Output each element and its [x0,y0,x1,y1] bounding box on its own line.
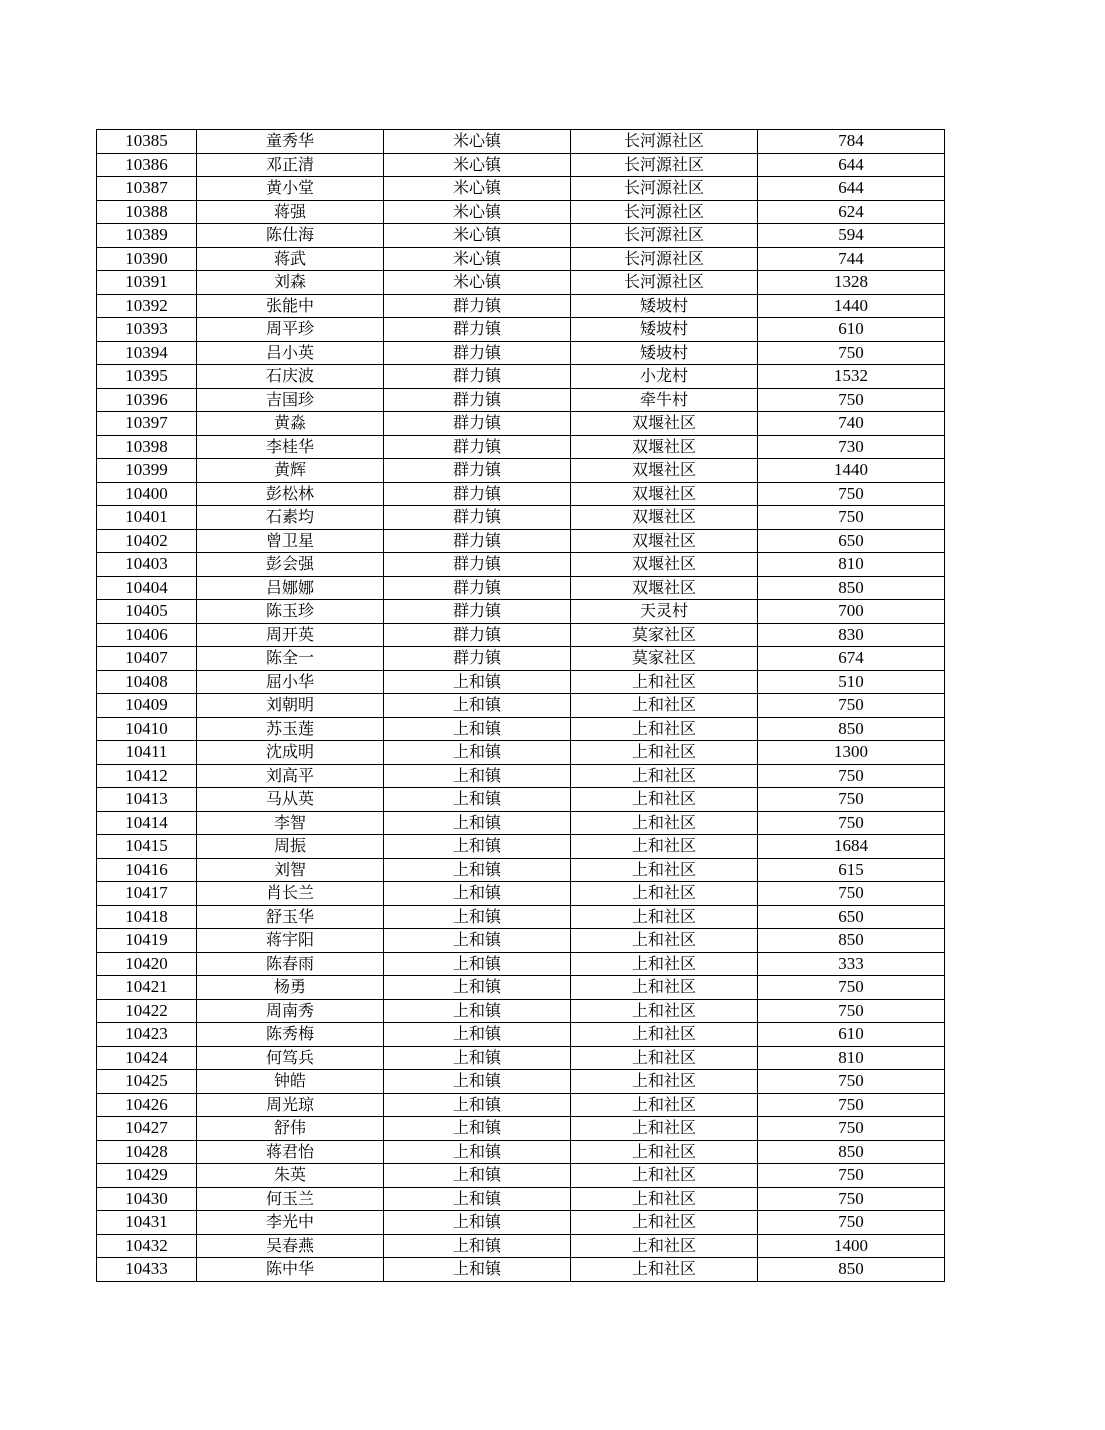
cell-name: 张能中 [197,294,384,318]
cell-town: 上和镇 [384,764,571,788]
table-row [97,788,945,812]
cell-name: 吕娜娜 [197,576,384,600]
cell-serial-number: 10408 [97,670,197,694]
cell-town: 上和镇 [384,1164,571,1188]
cell-community: 上和社区 [571,670,758,694]
cell-community: 上和社区 [571,717,758,741]
cell-community: 双堰社区 [571,506,758,530]
cell-community: 上和社区 [571,1164,758,1188]
cell-name: 刘朝明 [197,694,384,718]
table-row [97,1070,945,1094]
table-row [97,553,945,577]
table-row [97,459,945,483]
cell-serial-number: 10394 [97,341,197,365]
cell-town: 群力镇 [384,553,571,577]
cell-amount: 1532 [758,365,945,389]
cell-name: 李智 [197,811,384,835]
cell-amount: 750 [758,694,945,718]
cell-town: 上和镇 [384,1258,571,1282]
cell-town: 群力镇 [384,388,571,412]
cell-community: 双堰社区 [571,482,758,506]
cell-amount: 740 [758,412,945,436]
cell-amount: 650 [758,905,945,929]
cell-town: 米心镇 [384,200,571,224]
cell-name: 曾卫星 [197,529,384,553]
table-row [97,1234,945,1258]
data-table [96,129,945,1282]
cell-amount: 784 [758,130,945,154]
cell-serial-number: 10390 [97,247,197,271]
table-row [97,694,945,718]
cell-community: 上和社区 [571,1046,758,1070]
cell-town: 上和镇 [384,1070,571,1094]
table-row [97,835,945,859]
cell-amount: 750 [758,388,945,412]
cell-serial-number: 10431 [97,1211,197,1235]
cell-serial-number: 10399 [97,459,197,483]
cell-serial-number: 10389 [97,224,197,248]
cell-serial-number: 10412 [97,764,197,788]
cell-name: 杨勇 [197,976,384,1000]
table-row [97,999,945,1023]
cell-serial-number: 10432 [97,1234,197,1258]
table-row [97,200,945,224]
table-row [97,341,945,365]
table-row [97,741,945,765]
cell-serial-number: 10426 [97,1093,197,1117]
cell-serial-number: 10391 [97,271,197,295]
cell-town: 米心镇 [384,153,571,177]
cell-serial-number: 10397 [97,412,197,436]
cell-name: 刘高平 [197,764,384,788]
table-row [97,976,945,1000]
cell-name: 陈春雨 [197,952,384,976]
cell-town: 上和镇 [384,1211,571,1235]
cell-serial-number: 10427 [97,1117,197,1141]
cell-community: 上和社区 [571,1234,758,1258]
table-row [97,717,945,741]
cell-community: 上和社区 [571,1258,758,1282]
cell-amount: 750 [758,1164,945,1188]
table-row [97,882,945,906]
cell-serial-number: 10405 [97,600,197,624]
cell-community: 双堰社区 [571,459,758,483]
cell-name: 刘智 [197,858,384,882]
cell-town: 上和镇 [384,999,571,1023]
cell-serial-number: 10387 [97,177,197,201]
cell-serial-number: 10419 [97,929,197,953]
table-row [97,1093,945,1117]
table-row [97,1140,945,1164]
cell-amount: 750 [758,811,945,835]
cell-town: 上和镇 [384,1093,571,1117]
cell-town: 群力镇 [384,365,571,389]
cell-community: 天灵村 [571,600,758,624]
cell-community: 上和社区 [571,929,758,953]
cell-community: 双堰社区 [571,412,758,436]
cell-amount: 624 [758,200,945,224]
cell-town: 上和镇 [384,788,571,812]
table-row [97,365,945,389]
table-row [97,1164,945,1188]
cell-community: 上和社区 [571,741,758,765]
cell-town: 米心镇 [384,224,571,248]
cell-name: 苏玉莲 [197,717,384,741]
cell-name: 屈小华 [197,670,384,694]
cell-name: 周开英 [197,623,384,647]
cell-name: 肖长兰 [197,882,384,906]
cell-town: 群力镇 [384,529,571,553]
cell-name: 刘森 [197,271,384,295]
cell-community: 上和社区 [571,905,758,929]
cell-serial-number: 10386 [97,153,197,177]
table-row [97,435,945,459]
cell-amount: 615 [758,858,945,882]
cell-amount: 750 [758,788,945,812]
table-row [97,1211,945,1235]
cell-serial-number: 10424 [97,1046,197,1070]
cell-town: 上和镇 [384,1140,571,1164]
cell-town: 群力镇 [384,294,571,318]
cell-community: 长河源社区 [571,247,758,271]
cell-amount: 644 [758,153,945,177]
cell-amount: 750 [758,506,945,530]
cell-serial-number: 10415 [97,835,197,859]
table-row [97,1046,945,1070]
table-row [97,482,945,506]
cell-amount: 1440 [758,294,945,318]
cell-amount: 850 [758,717,945,741]
table-row [97,647,945,671]
cell-town: 上和镇 [384,929,571,953]
cell-amount: 1440 [758,459,945,483]
cell-name: 周南秀 [197,999,384,1023]
table-row [97,929,945,953]
cell-name: 吕小英 [197,341,384,365]
cell-serial-number: 10416 [97,858,197,882]
cell-community: 上和社区 [571,1140,758,1164]
table-row [97,130,945,154]
cell-community: 双堰社区 [571,435,758,459]
cell-serial-number: 10393 [97,318,197,342]
cell-name: 吴春燕 [197,1234,384,1258]
cell-town: 米心镇 [384,271,571,295]
cell-serial-number: 10428 [97,1140,197,1164]
cell-community: 莫家社区 [571,647,758,671]
cell-community: 上和社区 [571,1070,758,1094]
cell-serial-number: 10400 [97,482,197,506]
cell-name: 何玉兰 [197,1187,384,1211]
cell-amount: 750 [758,882,945,906]
cell-community: 上和社区 [571,1117,758,1141]
cell-amount: 750 [758,764,945,788]
table-row [97,1258,945,1282]
cell-town: 群力镇 [384,506,571,530]
cell-amount: 750 [758,976,945,1000]
cell-amount: 610 [758,1023,945,1047]
cell-community: 小龙村 [571,365,758,389]
table-row [97,177,945,201]
cell-amount: 510 [758,670,945,694]
table-body [97,130,945,1282]
cell-town: 群力镇 [384,412,571,436]
cell-town: 群力镇 [384,482,571,506]
cell-town: 群力镇 [384,459,571,483]
cell-serial-number: 10395 [97,365,197,389]
cell-name: 彭会强 [197,553,384,577]
cell-town: 米心镇 [384,247,571,271]
cell-name: 黄淼 [197,412,384,436]
cell-amount: 810 [758,1046,945,1070]
cell-name: 邓正清 [197,153,384,177]
cell-serial-number: 10398 [97,435,197,459]
table-row [97,576,945,600]
cell-town: 群力镇 [384,318,571,342]
cell-amount: 750 [758,1070,945,1094]
cell-amount: 644 [758,177,945,201]
cell-serial-number: 10414 [97,811,197,835]
cell-town: 上和镇 [384,976,571,1000]
cell-name: 沈成明 [197,741,384,765]
cell-amount: 750 [758,1211,945,1235]
cell-town: 上和镇 [384,1234,571,1258]
table-row [97,670,945,694]
cell-serial-number: 10413 [97,788,197,812]
cell-community: 上和社区 [571,811,758,835]
cell-name: 李桂华 [197,435,384,459]
cell-serial-number: 10409 [97,694,197,718]
cell-name: 石庆波 [197,365,384,389]
cell-name: 黄辉 [197,459,384,483]
cell-town: 上和镇 [384,811,571,835]
table-row [97,1187,945,1211]
cell-serial-number: 10423 [97,1023,197,1047]
cell-serial-number: 10385 [97,130,197,154]
cell-name: 李光中 [197,1211,384,1235]
cell-name: 马从英 [197,788,384,812]
cell-amount: 650 [758,529,945,553]
table-row [97,294,945,318]
table-row [97,506,945,530]
cell-serial-number: 10417 [97,882,197,906]
table-row [97,1023,945,1047]
cell-amount: 850 [758,1258,945,1282]
cell-community: 上和社区 [571,952,758,976]
cell-serial-number: 10404 [97,576,197,600]
cell-town: 群力镇 [384,600,571,624]
cell-serial-number: 10420 [97,952,197,976]
cell-community: 上和社区 [571,999,758,1023]
cell-community: 上和社区 [571,694,758,718]
cell-amount: 750 [758,1117,945,1141]
cell-name: 周振 [197,835,384,859]
table-row [97,1117,945,1141]
cell-community: 上和社区 [571,1023,758,1047]
cell-serial-number: 10401 [97,506,197,530]
cell-town: 群力镇 [384,341,571,365]
cell-name: 陈仕海 [197,224,384,248]
cell-amount: 750 [758,999,945,1023]
cell-community: 上和社区 [571,1187,758,1211]
table-row [97,811,945,835]
cell-community: 莫家社区 [571,623,758,647]
cell-amount: 700 [758,600,945,624]
cell-town: 上和镇 [384,905,571,929]
table-row [97,412,945,436]
cell-amount: 850 [758,1140,945,1164]
cell-amount: 1400 [758,1234,945,1258]
cell-amount: 744 [758,247,945,271]
table-row [97,224,945,248]
table-row [97,318,945,342]
cell-town: 上和镇 [384,741,571,765]
cell-community: 上和社区 [571,882,758,906]
table-row [97,952,945,976]
cell-amount: 750 [758,1093,945,1117]
cell-town: 上和镇 [384,694,571,718]
cell-town: 上和镇 [384,835,571,859]
cell-serial-number: 10422 [97,999,197,1023]
cell-community: 上和社区 [571,764,758,788]
cell-name: 吉国珍 [197,388,384,412]
cell-serial-number: 10406 [97,623,197,647]
cell-town: 上和镇 [384,952,571,976]
cell-serial-number: 10402 [97,529,197,553]
cell-town: 群力镇 [384,647,571,671]
cell-serial-number: 10392 [97,294,197,318]
cell-serial-number: 10429 [97,1164,197,1188]
cell-community: 矮坡村 [571,294,758,318]
cell-name: 陈全一 [197,647,384,671]
cell-name: 朱英 [197,1164,384,1188]
cell-serial-number: 10433 [97,1258,197,1282]
table-row [97,623,945,647]
cell-name: 陈秀梅 [197,1023,384,1047]
table-row [97,905,945,929]
cell-amount: 830 [758,623,945,647]
cell-town: 上和镇 [384,717,571,741]
table-row [97,153,945,177]
table-row [97,764,945,788]
cell-town: 群力镇 [384,576,571,600]
cell-amount: 333 [758,952,945,976]
cell-town: 上和镇 [384,1187,571,1211]
cell-name: 周平珍 [197,318,384,342]
cell-community: 上和社区 [571,858,758,882]
cell-community: 上和社区 [571,788,758,812]
cell-town: 群力镇 [384,435,571,459]
cell-amount: 810 [758,553,945,577]
cell-name: 蒋武 [197,247,384,271]
cell-serial-number: 10407 [97,647,197,671]
table-row [97,271,945,295]
cell-name: 蒋君怡 [197,1140,384,1164]
cell-serial-number: 10421 [97,976,197,1000]
cell-name: 蒋宇阳 [197,929,384,953]
cell-name: 舒玉华 [197,905,384,929]
cell-community: 长河源社区 [571,153,758,177]
cell-amount: 610 [758,318,945,342]
cell-serial-number: 10411 [97,741,197,765]
cell-amount: 1328 [758,271,945,295]
cell-town: 上和镇 [384,1117,571,1141]
cell-name: 童秀华 [197,130,384,154]
table-row [97,600,945,624]
cell-name: 陈玉珍 [197,600,384,624]
cell-serial-number: 10403 [97,553,197,577]
cell-name: 何笃兵 [197,1046,384,1070]
cell-amount: 850 [758,576,945,600]
cell-community: 上和社区 [571,976,758,1000]
cell-town: 上和镇 [384,1023,571,1047]
cell-community: 矮坡村 [571,341,758,365]
cell-community: 上和社区 [571,1211,758,1235]
cell-serial-number: 10396 [97,388,197,412]
cell-community: 长河源社区 [571,224,758,248]
cell-community: 长河源社区 [571,200,758,224]
cell-community: 长河源社区 [571,177,758,201]
cell-serial-number: 10410 [97,717,197,741]
cell-name: 蒋强 [197,200,384,224]
cell-name: 彭松林 [197,482,384,506]
cell-town: 上和镇 [384,1046,571,1070]
cell-amount: 730 [758,435,945,459]
cell-community: 长河源社区 [571,130,758,154]
cell-community: 双堰社区 [571,553,758,577]
table-row [97,529,945,553]
cell-amount: 750 [758,1187,945,1211]
cell-amount: 1300 [758,741,945,765]
cell-amount: 750 [758,482,945,506]
cell-town: 上和镇 [384,882,571,906]
cell-name: 石素均 [197,506,384,530]
cell-town: 上和镇 [384,670,571,694]
cell-town: 群力镇 [384,623,571,647]
cell-amount: 1684 [758,835,945,859]
cell-name: 舒伟 [197,1117,384,1141]
cell-name: 陈中华 [197,1258,384,1282]
cell-town: 米心镇 [384,177,571,201]
cell-amount: 850 [758,929,945,953]
table-row [97,247,945,271]
cell-serial-number: 10425 [97,1070,197,1094]
cell-serial-number: 10418 [97,905,197,929]
cell-community: 双堰社区 [571,529,758,553]
cell-town: 米心镇 [384,130,571,154]
cell-community: 上和社区 [571,1093,758,1117]
cell-town: 上和镇 [384,858,571,882]
cell-community: 矮坡村 [571,318,758,342]
cell-community: 双堰社区 [571,576,758,600]
cell-serial-number: 10388 [97,200,197,224]
cell-amount: 750 [758,341,945,365]
cell-community: 长河源社区 [571,271,758,295]
cell-name: 黄小堂 [197,177,384,201]
table-row [97,858,945,882]
cell-serial-number: 10430 [97,1187,197,1211]
cell-name: 周光琼 [197,1093,384,1117]
cell-community: 上和社区 [571,835,758,859]
cell-amount: 594 [758,224,945,248]
table-row [97,388,945,412]
cell-amount: 674 [758,647,945,671]
cell-community: 牵牛村 [571,388,758,412]
cell-name: 钟皓 [197,1070,384,1094]
